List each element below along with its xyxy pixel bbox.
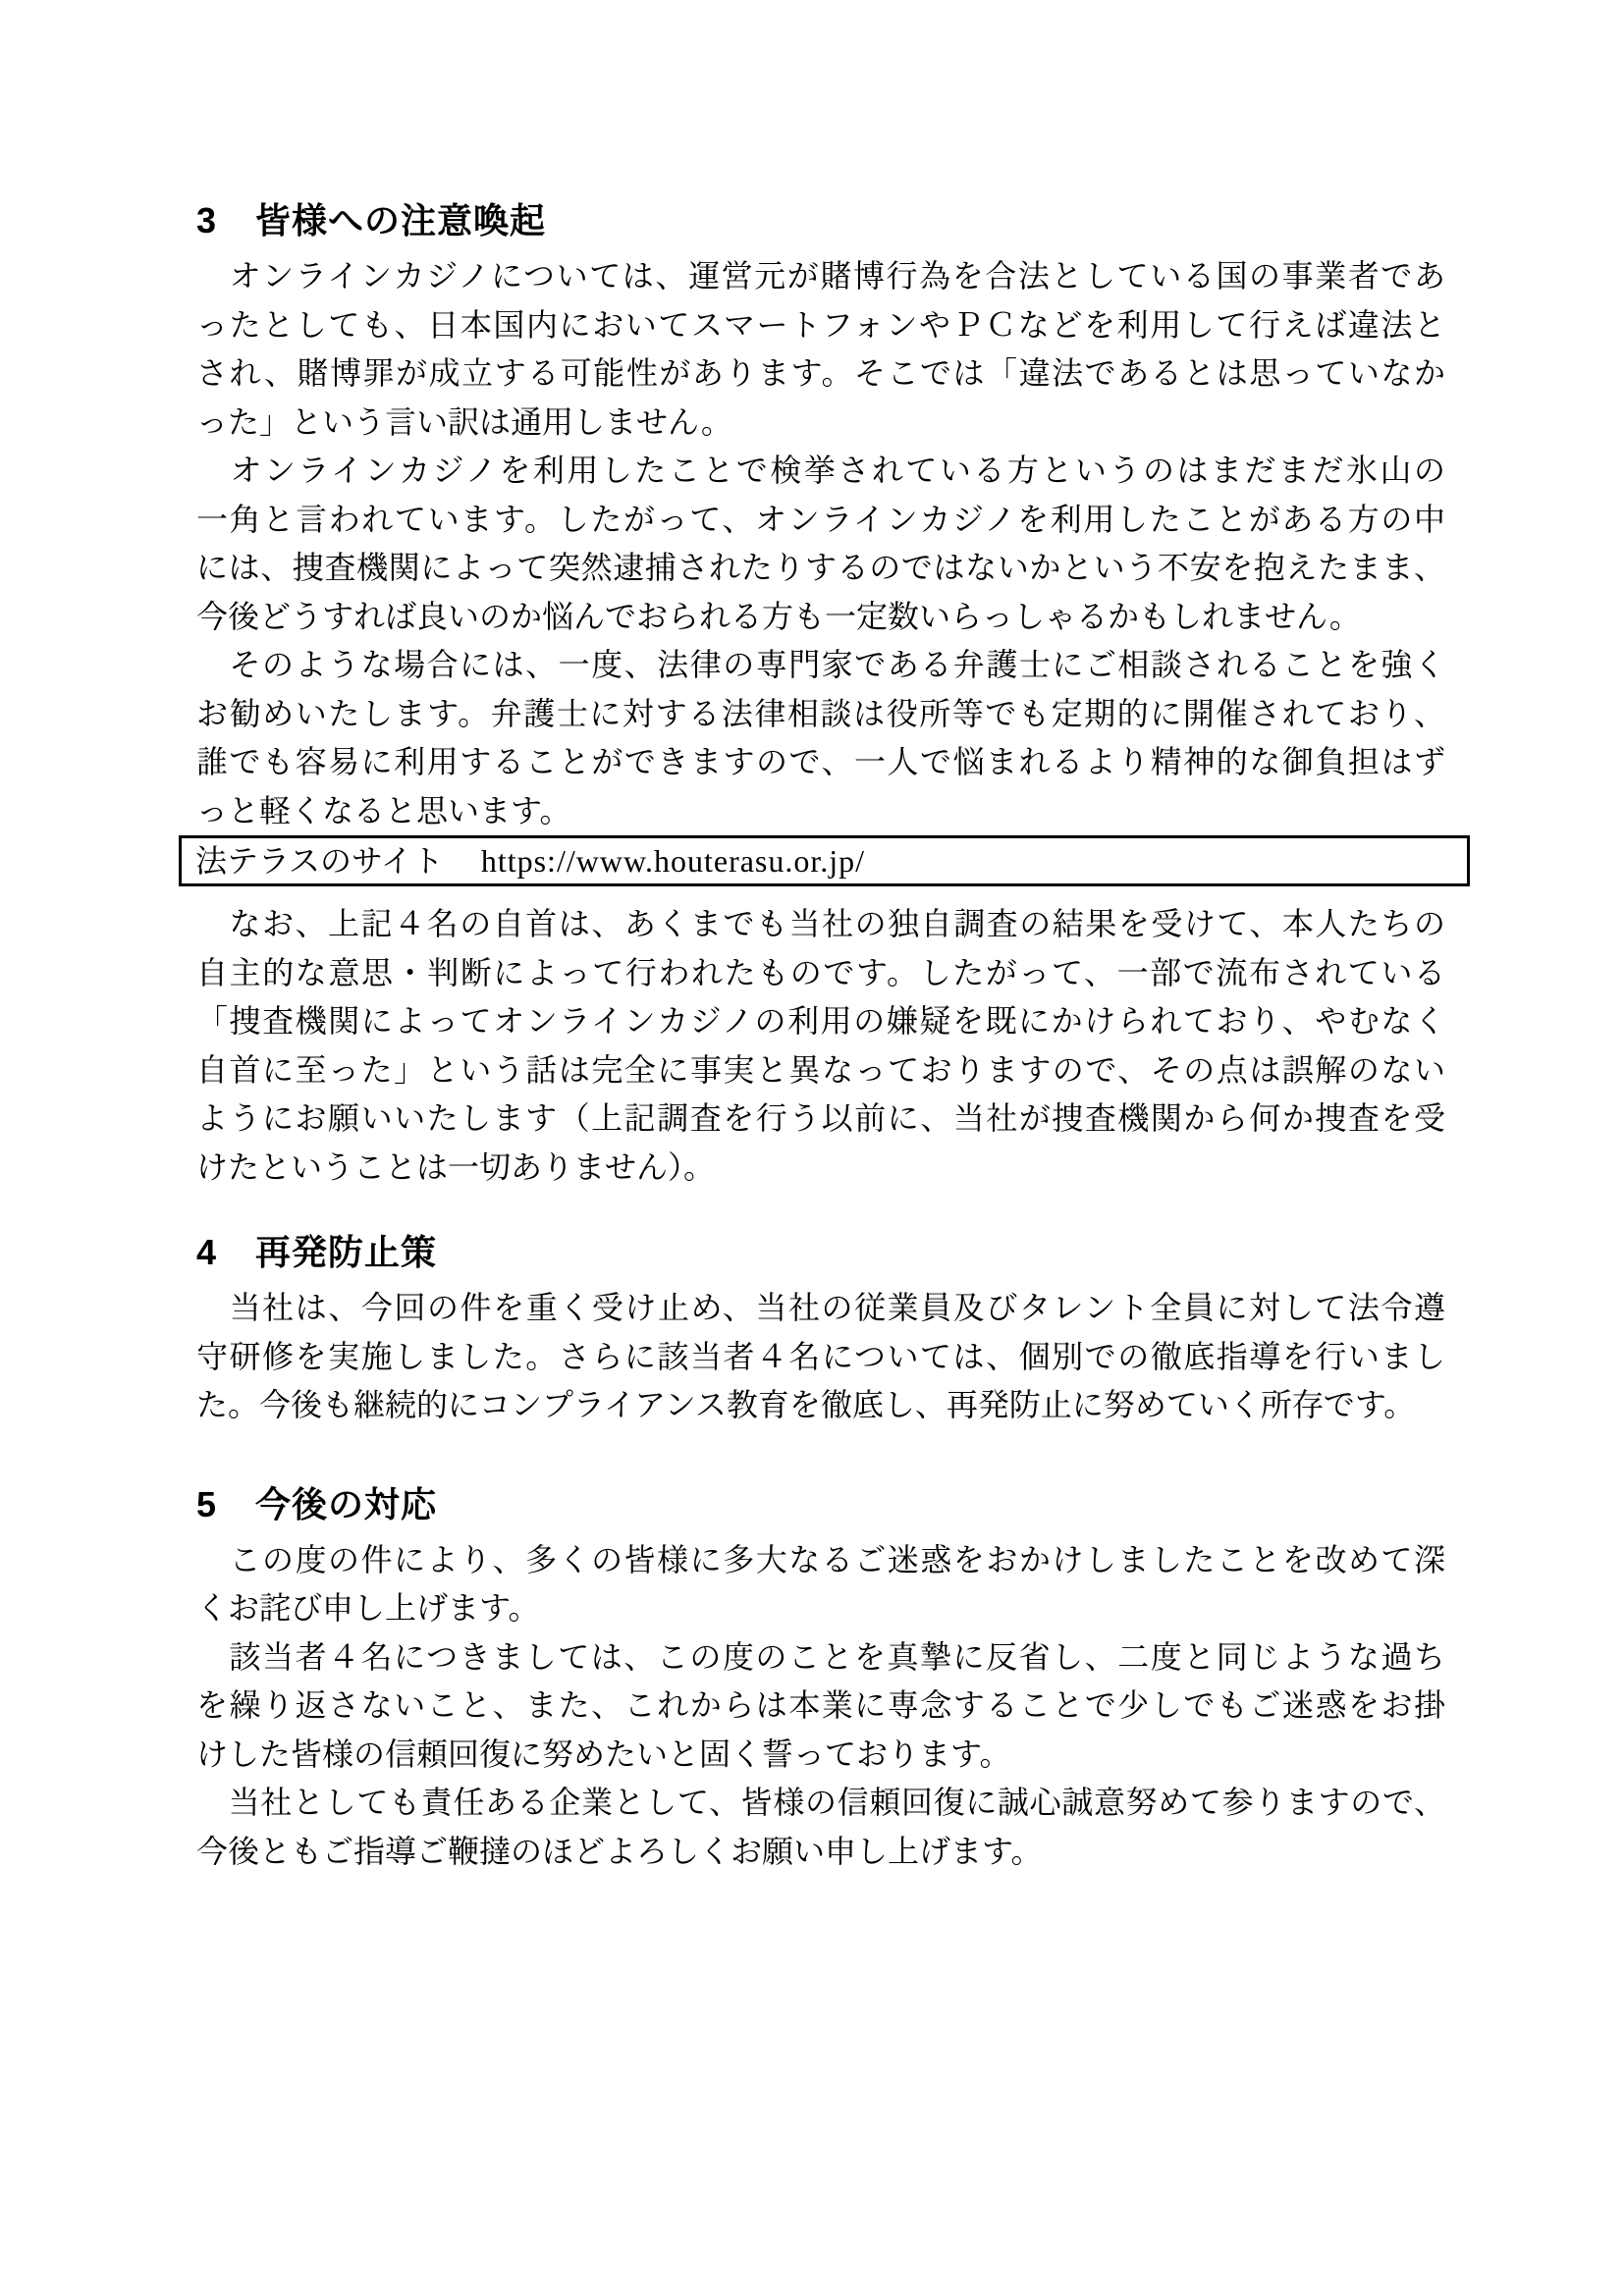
text-line: った」という言い訳は通用しません。 (196, 403, 732, 440)
text-line: けした皆様の信頼回復に努めたいと固く誓っております。 (196, 1735, 1011, 1772)
text-line: 誰でも容易に利用することができますので、一人で悩まれるより精神的な御負担はず (196, 744, 1445, 779)
text-line: 「捜査機関によってオンラインカジノの利用の嫌疑を既にかけられており、やむなく (196, 1003, 1445, 1039)
text-line: 自主的な意思・判断によって行われたものです。したがって、一部で流布されている (196, 954, 1445, 990)
paragraph (196, 1779, 1445, 1876)
text-line: を繰り返さないこと、また、これからは本業に専念することで少しでもご迷惑をお掛 (196, 1687, 1445, 1723)
text-line: けたということは一切ありません）。 (196, 1148, 716, 1185)
section-number: 4 (196, 1232, 218, 1272)
text-line: 当社は、今回の件を重く受け止め、当社の従業員及びタレント全員に対して法令遵 (196, 1290, 1445, 1325)
section-heading (196, 199, 1445, 242)
text-line: くお詫び申し上げます。 (196, 1590, 540, 1626)
text-line: 今後ともご指導ご鞭撻のほどよろしくお願い申し上げます。 (196, 1833, 1043, 1869)
paragraph (196, 1284, 1445, 1430)
text-line: この度の件により、多くの皆様に多大なるご迷惑をおかけしましたことを改めて深 (196, 1541, 1445, 1577)
section-heading (196, 1231, 1445, 1274)
paragraph (196, 252, 1445, 447)
text-line: オンラインカジノを利用したことで検挙されている方というのはまだまだ氷山の (196, 453, 1445, 488)
section-4 (196, 1231, 1445, 1430)
text-line: 該当者４名につきましては、この度のことを真摯に反省し、二度と同じような過ち (196, 1638, 1445, 1675)
paragraph (196, 900, 1445, 1192)
text-line: され、賭博罪が成立する可能性があります。そこでは「違法であるとは思っていなか (196, 355, 1445, 391)
text-line: には、捜査機関によって突然逮捕されたりするのではないかという不安を抱えたまま、 (196, 550, 1445, 585)
text-line: オンラインカジノについては、運営元が賭博行為を合法としている国の事業者であ (196, 258, 1445, 294)
document-content (196, 199, 1445, 1876)
paragraph (196, 1536, 1445, 1633)
houterasu-url: https://www.houterasu.or.jp/ (480, 843, 866, 879)
paragraph (196, 1633, 1445, 1780)
text-line: なお、上記４名の自首は、あくまでも当社の独自調査の結果を受けて、本人たちの (196, 906, 1445, 941)
text-line: 守研修を実施しました。さらに該当者４名については、個別での徹底指導を行いまし (196, 1338, 1445, 1374)
section-title: 皆様への注意喚起 (255, 200, 547, 240)
text-line: 自首に至った」という話は完全に事実と異なっておりますので、その点は誤解のない (196, 1051, 1445, 1088)
text-line: そのような場合には、一度、法律の専門家である弁護士にご相談されることを強く (196, 647, 1445, 682)
text-line: 今後どうすれば良いのか悩んでおられる方も一定数いらっしゃるかもしれません。 (196, 598, 1361, 634)
section-number: 5 (196, 1483, 218, 1524)
section-3 (196, 199, 1445, 1192)
section-title: 今後の対応 (255, 1483, 438, 1524)
text-line: た。今後も継続的にコンプライアンス教育を徹底し、再発防止に努めていく所存です。 (196, 1387, 1416, 1422)
houterasu-info-box (179, 835, 1470, 886)
paragraph (196, 641, 1445, 835)
houterasu-label: 法テラスのサイト (195, 843, 444, 879)
text-line: ようにお願いいたします（上記調査を行う以前に、当社が捜査機関から何か捜査を受 (196, 1100, 1445, 1136)
section-heading (196, 1483, 1445, 1526)
text-line: お勧めいたします。弁護士に対する法律相談は役所等でも定期的に開催されており、 (196, 695, 1445, 731)
paragraph (196, 447, 1445, 641)
section-number: 3 (196, 200, 218, 240)
text-line: っと軽くなると思います。 (196, 792, 571, 828)
text-line: ったとしても、日本国内においてスマートフォンやＰＣなどを利用して行えば違法と (196, 306, 1445, 343)
text-line: 一角と言われています。したがって、オンラインカジノを利用したことがある方の中 (196, 501, 1445, 537)
text-line: 当社としても責任ある企業として、皆様の信頼回復に誠心誠意努めて参りますので、 (196, 1785, 1445, 1820)
section-5 (196, 1483, 1445, 1877)
section-title: 再発防止策 (255, 1232, 438, 1272)
